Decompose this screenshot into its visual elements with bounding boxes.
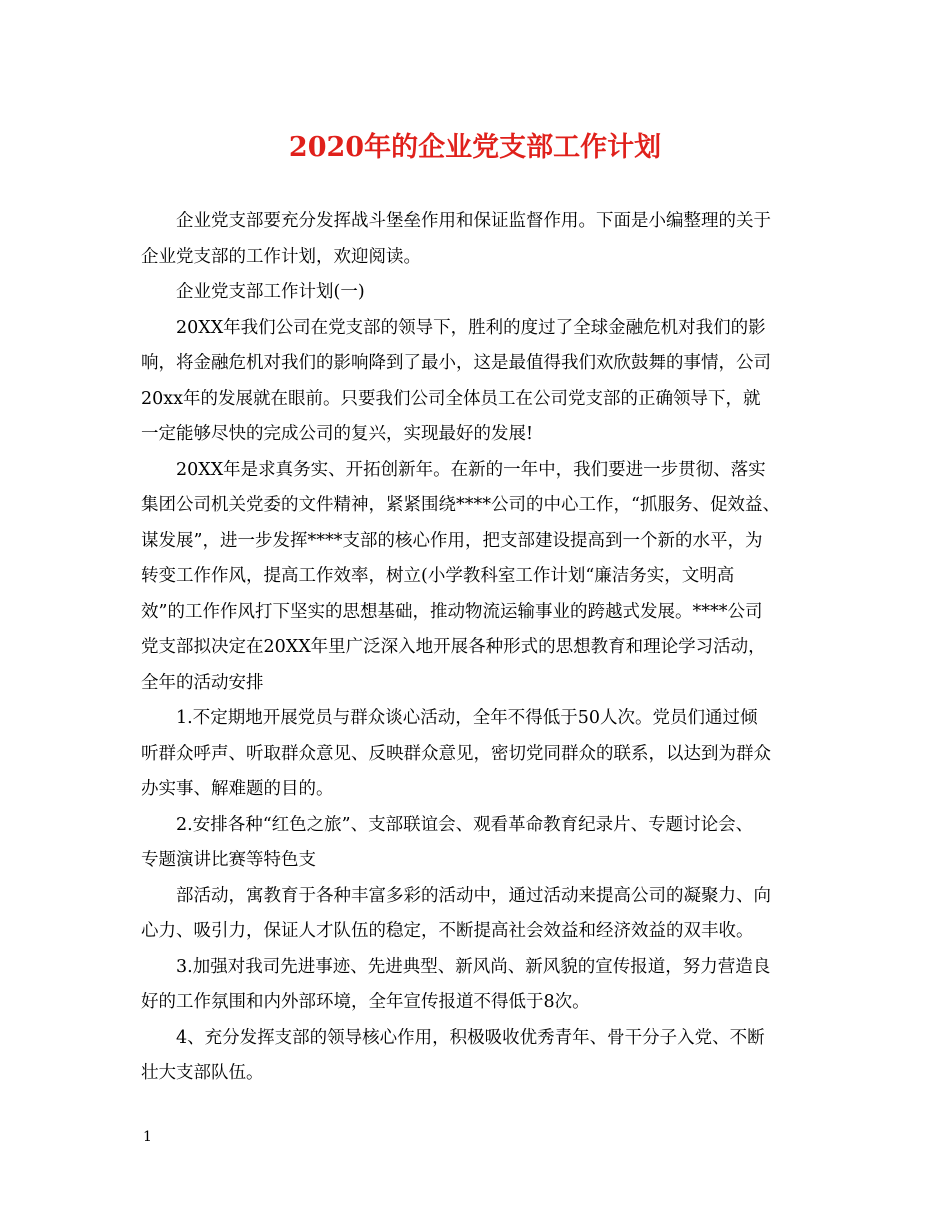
document-title: 2020年的企业党支部工作计划 (288, 132, 662, 163)
body-line: 一定能够尽快的完成公司的复兴，实现最好的发展! (141, 424, 534, 444)
section-heading: 企业党支部工作计划(一) (176, 282, 365, 302)
body-line: 集团公司机关党委的文件精神，紧紧围绕****公司的中心工作，“抓服务、促效益、 (141, 495, 780, 515)
body-line: 心力、吸引力，保证人才队伍的稳定，不断提高社会效益和经济效益的双丰收。 (141, 921, 754, 941)
body-line: 部活动，寓教育于各种丰富多彩的活动中，通过活动来提高公司的凝聚力、向 (176, 885, 771, 906)
list-item-line: 2.安排各种“红色之旅”、支部联谊会、观看革命教育纪录片、专题讨论会、 (176, 814, 754, 835)
document-body (141, 204, 811, 1092)
body-line: 20XX年是求真务实、开拓创新年。在新的一年中，我们要进一步贯彻、落实 (176, 459, 766, 480)
list-item-line: 1.不定期地开展党员与群众谈心活动，全年不得低于50人次。党员们通过倾 (176, 708, 758, 728)
body-line: 效”的工作作风打下坚实的思想基础，推动物流运输事业的跨越式发展。****公司 (141, 601, 763, 622)
list-item-line: 壮大支部队伍。 (141, 1063, 264, 1083)
body-line: 转变工作作风，提高工作效率，树立(小学教科室工作计划“廉洁务实，文明高 (141, 566, 735, 586)
body-line: 谋发展”，进一步发挥****支部的核心作用，把支部建设提高到一个新的水平，为 (141, 530, 763, 551)
body-line: 企业党支部的工作计划，欢迎阅读。 (141, 246, 421, 267)
list-item-line: 好的工作氛围和内外部环境，全年宣传报道不得低于8次。 (141, 992, 590, 1012)
body-line: 全年的活动安排 (141, 672, 264, 693)
list-item-line: 听群众呼声、听取群众意见、反映群众意见，密切党同群众的联系，以达到为群众 (141, 743, 771, 764)
body-line: 企业党支部要充分发挥战斗堡垒作用和保证监督作用。下面是小编整理的关于 (176, 211, 771, 231)
body-line: 党支部拟决定在20XX年里广泛深入地开展各种形式的思想教育和理论学习活动， (141, 637, 766, 657)
page-number: 1 (143, 1129, 152, 1145)
body-line: 响，将金融危机对我们的影响降到了最小，这是最值得我们欢欣鼓舞的事情，公司 (141, 353, 771, 373)
body-line: 20XX年我们公司在党支部的领导下，胜利的度过了全球金融危机对我们的影 (176, 317, 766, 338)
list-item-line: 专题演讲比赛等特色支 (141, 850, 316, 870)
list-item-line: 3.加强对我司先进事迹、先进典型、新风尚、新风貌的宣传报道，努力营造良 (176, 956, 771, 977)
body-line: 20xx年的发展就在眼前。只要我们公司全体员工在公司党支部的正确领导下，就 (141, 388, 761, 409)
list-item-line: 办实事、解难题的目的。 (141, 779, 334, 799)
list-item-line: 4、充分发挥支部的领导核心作用，积极吸收优秀青年、骨干分子入党、不断 (176, 1027, 765, 1048)
